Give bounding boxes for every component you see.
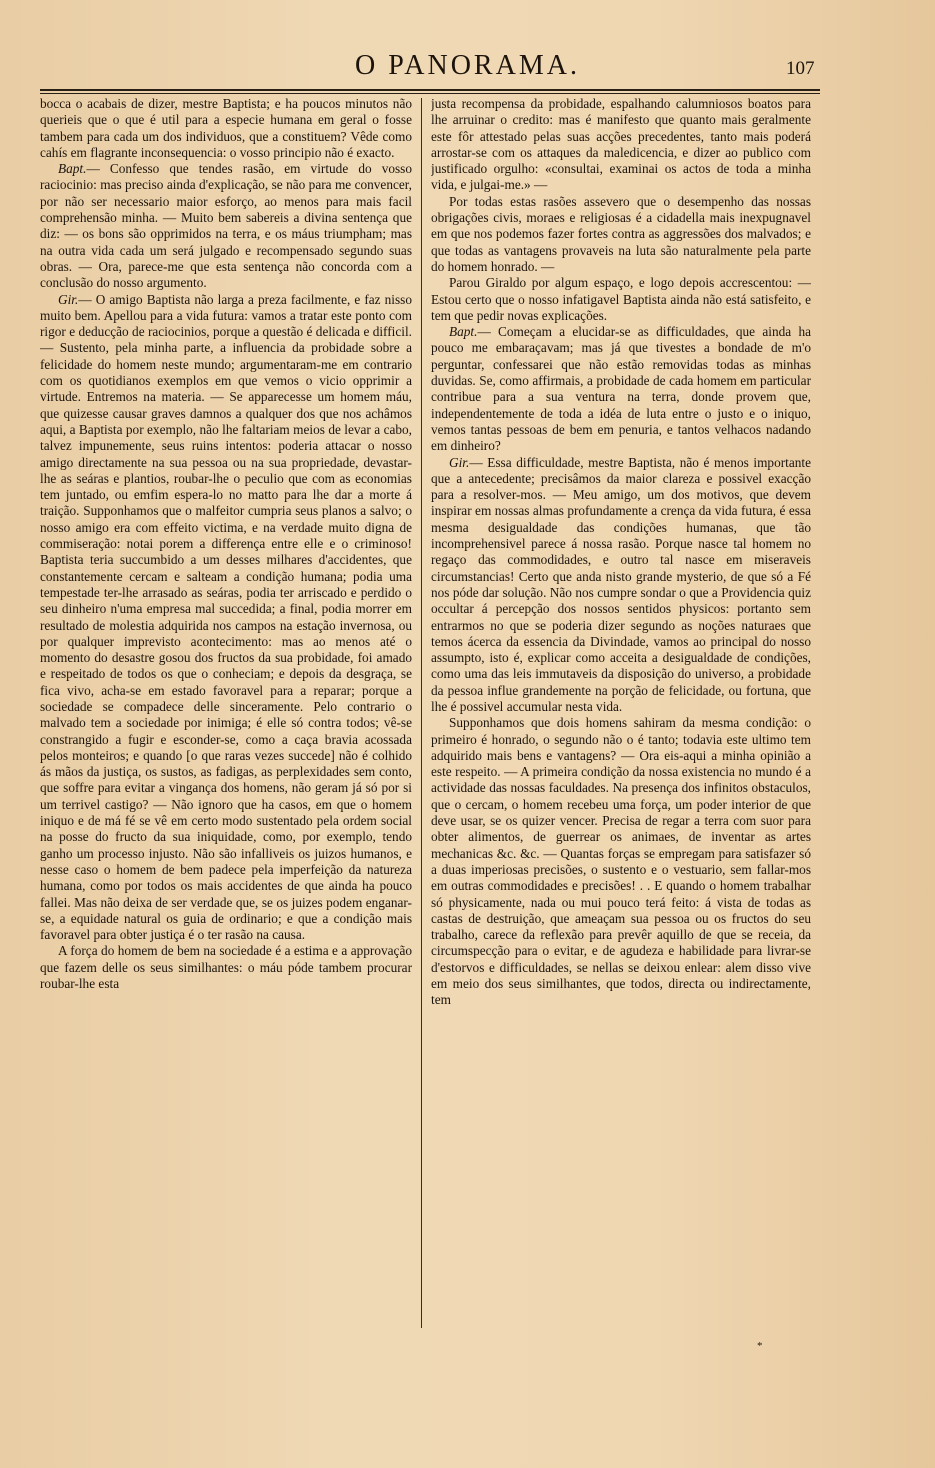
paragraph: Parou Giraldo por algum espaço, e logo depois accrescentou: — Estou certo que o nosso infatigavel Baptista ainda não está satisfeito, e tem que pedir novas explicações. xyxy=(431,275,811,323)
column-divider xyxy=(421,98,422,1328)
paragraph xyxy=(431,324,811,454)
paragraph: A força do homem de bem na sociedade é a estima e a approvação que fazem delle os seus similhantes: o máu póde tambem procurar roubar-lhe esta xyxy=(40,943,412,992)
paragraph: Supponhamos que dois homens sahiram da mesma condição: o primeiro é honrado, o segundo não o é tanto; todavia este ultimo tem adquirido mais bens e vantagens? — Ora eis-aqui a minha opinião a este respeito. — A primeira condição da nossa existencia no mundo é a actividade das nossas faculdades. Na presença dos infinitos obstaculos, que o cercam, o homem recebeu uma força, um poder interior de que deve usar, se os quizer vencer. Precisa de regar a terra com suor para obter alimentos, de guerrear os animaes, de inventar as artes mechanicas &c. &c. — Quantas forças se empregam para satisfazer só a duas imperiosas precisões, o sustento e o vestuario, sem fallar-mos em outras commodidades e precisões! . . E quando o homem trabalhar só physicamente, nada ou mui pouco terá feito: á vista de todas as castas de destruição, que ameaçam sua pessoa ou os fructos do seu trabalho, carece da reflexão para prevêr aquillo de que se receia, da circumspecção para o evitar, e de agudeza e habilidade para livrar-se d'estorvos e difficuldades, se nellas se deixou enlear: alem disso vive em meio dos seus similhantes, que todos, directa ou indirectamente, tem xyxy=(431,715,811,1008)
paragraph: justa recompensa da probidade, espalhando calumniosos boatos para lhe arruinar o credito: mas é manifesto que quanto mais geralmente este fôr attestado pelas suas acções precedentes, tanto mais poderá arrostar-se com os attaques da maledicencia, e dizer ao publico com justificado orgulho: «consultai, examinai os actos de toda a minha vida, e julgai-me.» — xyxy=(431,96,811,193)
paragraph xyxy=(40,292,412,944)
paragraph-text: — Confesso que tendes rasão, em virtude do vosso raciocinio: mas preciso ainda d'explicação, se não para me convencer, por não ser necessario maior esforço, ao menos para mais facil comprehensão minha. — Muito bem sabereis a divina sentença que diz: — os bons são opprimidos na terra, e os máus triumpham; mas na outra vida cada um será julgado e recompensado segundo suas obras. — Ora, parece-me que esta sentença não concorda com a conclusão do nosso argumento. xyxy=(40,161,412,291)
paragraph: bocca o acabais de dizer, mestre Baptista; e ha poucos minutos não querieis que o que é util para a especie humana em geral o fosse tambem para cada um dos individuos, que a constituem? Vêde como cahís em flagrante inconsequencia: o vosso principio não é exacto. xyxy=(40,96,412,160)
page-number: 107 xyxy=(786,58,815,79)
speaker-label: Bapt. xyxy=(58,161,87,177)
paragraph xyxy=(431,455,811,716)
page-title: O PANORAMA. xyxy=(355,50,580,81)
speaker-label: Bapt. xyxy=(449,324,478,340)
speaker-label: Gir. xyxy=(449,454,470,470)
paragraph-text: — Essa difficuldade, mestre Baptista, não é menos importante que a antecedente; precisâmos da maior clareza e possivel exacção para a resolver-mos. — Meu amigo, um dos motivos, que devem inspirar em nossas almas profundamente a crença da vida futura, é essa mesma desigualdade das condições humanas, que tão incomprehensivel parece á nossa rasão. Porque nasce tal homem no regaço das commodidades, e outro tal nasce em miseraveis circumstancias! Certo que anda nisto grande mysterio, de que só a Fé nos póde dar solução. Não nos cumpre sondar o que a Providencia quiz occultar á percepção dos nossos sentidos physicos: portanto sem entrarmos no que se poderia dizer segundo as noções naturaes que temos ácerca da essencia da Divindade, vamos ao principal do nosso assumpto, isto é, explicar como acceita a desigualdade de condições, como uma das leis immutaveis da disposição do universo, a probidade da pessoa influe grandemente na porção de felicidade, ou fortuna, que lhe é possivel accumular nesta vida. xyxy=(431,454,811,714)
paragraph-text: — O amigo Baptista não larga a preza facilmente, e faz nisso muito bem. Apellou para a vida futura: vamos a tratar este ponto com rigor e deducção de raciocinios, porque a questão é delicada e difficil. — Sustento, pela minha parte, a influencia da probidade sobre a felicidade do homem neste mundo; argumentaram-me em contrario com os quotidianos exemplos em que vemos o vicio opprimir a virtude. Entremos na materia. — Se apparecesse um homem máu, que quizesse causar graves damnos a qualquer dos que nos achâmos aqui, a Baptista por exemplo, não lhe faltariam meios de levar a cabo, talvez impunemente, seus ruins intentos: poderia attacar o nosso amigo directamente na sua pessoa ou na sua propriedade, devastar-lhe as seáras e plantios, roubar-lhe o peculio que com as economias tem juntado, ou emfim espera-lo no matto para lhe dar a morte á traição. Supponhamos que o malfeitor cumpria seus planos a salvo; o nosso amigo era com effeito victima, e na verdade muito digna de commiseração: notai porem a differença entre elle e o criminoso! Baptista teria succumbido a um desses milhares d'accidentes, que constantemente cercam e salteam a condição humana; podia uma tempestade ter-lhe arrasado as seáras, podia ter arriscado e perdido o seu dinheiro n'uma empresa mal succedida; a final, podia morrer em resultado de molestia adquirida nos campos na estação invernosa, ou por qualquer imprevisto acontecimento: mas ao menos até o momento do desastre gosou dos fructos da sua probidade, foi amado e respeitado de todos os que o conheciam; e depois da desgraça, se fica vivo, acha-se em estado favoravel para a reparar; porque a sociedade se compadece delle sinceramente. Pelo contrario o malvado tem a sociedade por inimiga; é elle só contra todos; vê-se constrangido a fugir e esconder-se, como a caça bravia acossada pelos monteiros; e quando [o que raras vezes succede] não é colhido ás mãos da justiça, os sustos, as fadigas, as perplexidades sem conto, que soffre para evitar a vingança dos homens, não geram já só por si um terrivel castigo? — Não ignoro que ha casos, em que o homem iniquo e de má fé se vê em certo modo sustentado pela ordem social na posse do fructo da sua iniquidade, como, por exemplo, tendo ganho um processo injusto. Não são infalliveis os juizos humanos, e nesse caso o homem de bem padece pela imperfeição da natureza humana, como por todos os mais accidentes de que ainda ha pouco fallei. Mas não deixa de ser verdade que, se os juizes podem enganar-se, a equidade natural os guia de ordinario; e que a condição mais favoravel para obter justiça é o ter rasão na causa. xyxy=(40,291,412,943)
paragraph: Por todas estas rasões assevero que o desempenho das nossas obrigações civis, moraes e religiosas é a cidadella mais inexpugnavel em que nos podemos fazer fortes contra as aggressões dos malvados; e que todas as vantagens provaveis na luta são naturalmente pela parte do homem honrado. — xyxy=(431,193,811,274)
left-column xyxy=(40,96,412,1336)
speaker-label: Gir. xyxy=(58,291,79,307)
header-rule xyxy=(40,89,820,91)
paragraph xyxy=(40,161,412,291)
paragraph-text: — Começam a elucidar-se as difficuldades, que ainda ha pouco me embaraçavam; mas já que tivestes a bondade de m'o perguntar, confessarei que não estão removidas todas as minhas duvidas. Se, como affirmais, a probidade de cada homem em particular contribue para a sua ventura na terra, donde provem que, independentemente de toda a idéa de luta entre o justo e o iniquo, vemos tantas pessoas de bem em penuria, e tantos velhacos nadando em dinheiro? xyxy=(431,324,811,454)
right-column xyxy=(431,96,811,1336)
header-rule-thin xyxy=(40,93,820,94)
signature-mark: * xyxy=(757,1340,763,1352)
